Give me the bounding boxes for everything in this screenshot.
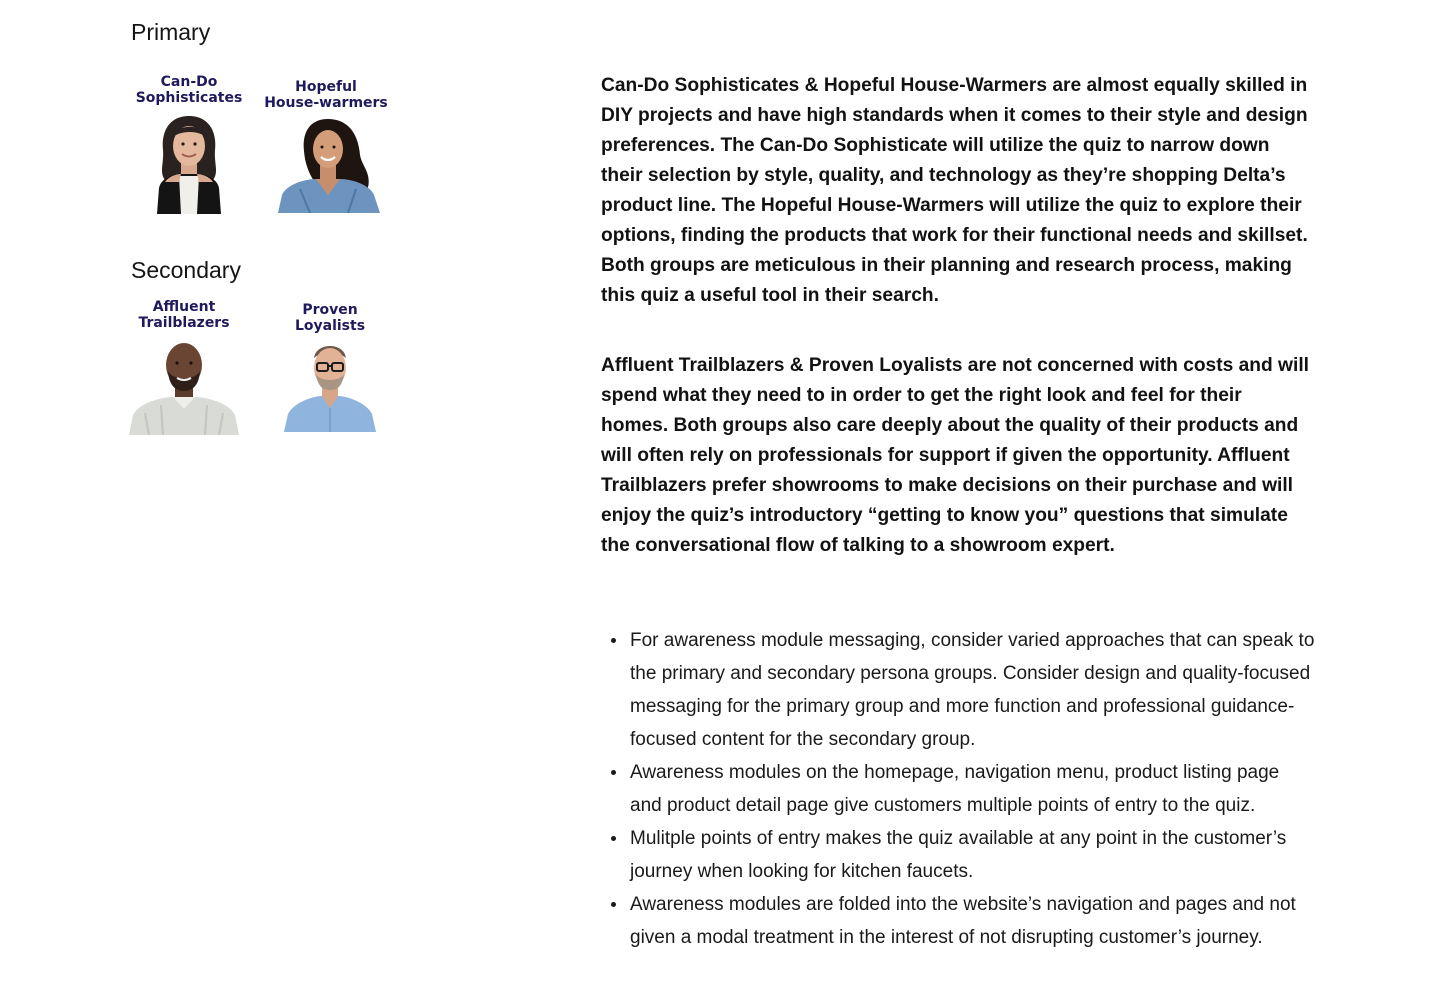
persona-affluent-trailblazers: [122, 299, 246, 435]
bullet-icon: [611, 902, 616, 907]
persona-portrait: [139, 110, 239, 214]
persona-hopeful-house-warmers: [264, 79, 388, 213]
primary-personas-paragraph: [601, 71, 1311, 311]
persona-portrait: [270, 115, 382, 213]
persona-name: Hopeful House-warmers: [264, 79, 388, 111]
paragraph-lead: Can-Do Sophisticates & Hopeful House-Warmers: [601, 75, 1047, 96]
list-item: [601, 624, 1316, 756]
persona-portrait: [278, 338, 382, 432]
primary-heading: Primary: [131, 19, 211, 45]
list-item: [601, 822, 1316, 888]
list-item: [601, 888, 1316, 954]
secondary-heading: Secondary: [131, 257, 241, 283]
recommendations-list: [601, 624, 1316, 954]
list-item-text: For awareness module messaging, consider varied approaches that can speak to the primary and secondary persona groups. Consider design and quality-focused messaging for the primary group and more function and professional guidance-focused content for the secondary group.: [630, 630, 1315, 750]
persona-proven-loyalists: [268, 302, 392, 432]
bullet-icon: [611, 836, 616, 841]
persona-can-do-sophisticates: [127, 74, 251, 214]
list-item-text: Awareness modules on the homepage, navigation menu, product listing page and product detail page give customers multiple points of entry to the quiz.: [630, 762, 1280, 816]
secondary-personas-paragraph: [601, 351, 1311, 561]
persona-portrait: [125, 335, 243, 435]
list-item-text: Awareness modules are folded into the website’s navigation and pages and not given a modal treatment in the interest of not disrupting customer’s journey.: [630, 894, 1296, 948]
list-item-text: Mulitple points of entry makes the quiz available at any point in the customer’s journey when looking for kitchen faucets.: [630, 828, 1287, 882]
list-item: [601, 756, 1316, 822]
paragraph-body: are almost equally skilled in DIY projects and have high standards when it comes to their style and design preferences. The Can-Do Sophisticate will utilize the quiz to narrow down their selection by style, quality, and technology as they’re shopping Delta’s product line. The Hopeful House-Warmers will utilize the quiz to explore their options, finding the products that work for their functional needs and skillset. Both groups are meticulous in their planning and research process, making this quiz a useful tool in their search.: [601, 75, 1308, 306]
paragraph-body: are not concerned with costs and will spend what they need to in order to get the right look and feel for their homes. Both groups also care deeply about the quality of their products and will often rely on professionals for support if given the opportunity. Affluent Trailblazers prefer showrooms to make decisions on their purchase and will enjoy the quiz’s introductory “getting to know you” questions that simulate the conversational flow of talking to a showroom expert.: [601, 355, 1309, 556]
paragraph-lead: Affluent Trailblazers & Proven Loyalists: [601, 355, 963, 376]
persona-name: Proven Loyalists: [294, 302, 366, 334]
persona-name: Can-Do Sophisticates: [135, 74, 243, 106]
persona-name: Affluent Trailblazers: [138, 299, 230, 331]
bullet-icon: [611, 770, 616, 775]
bullet-icon: [611, 638, 616, 643]
